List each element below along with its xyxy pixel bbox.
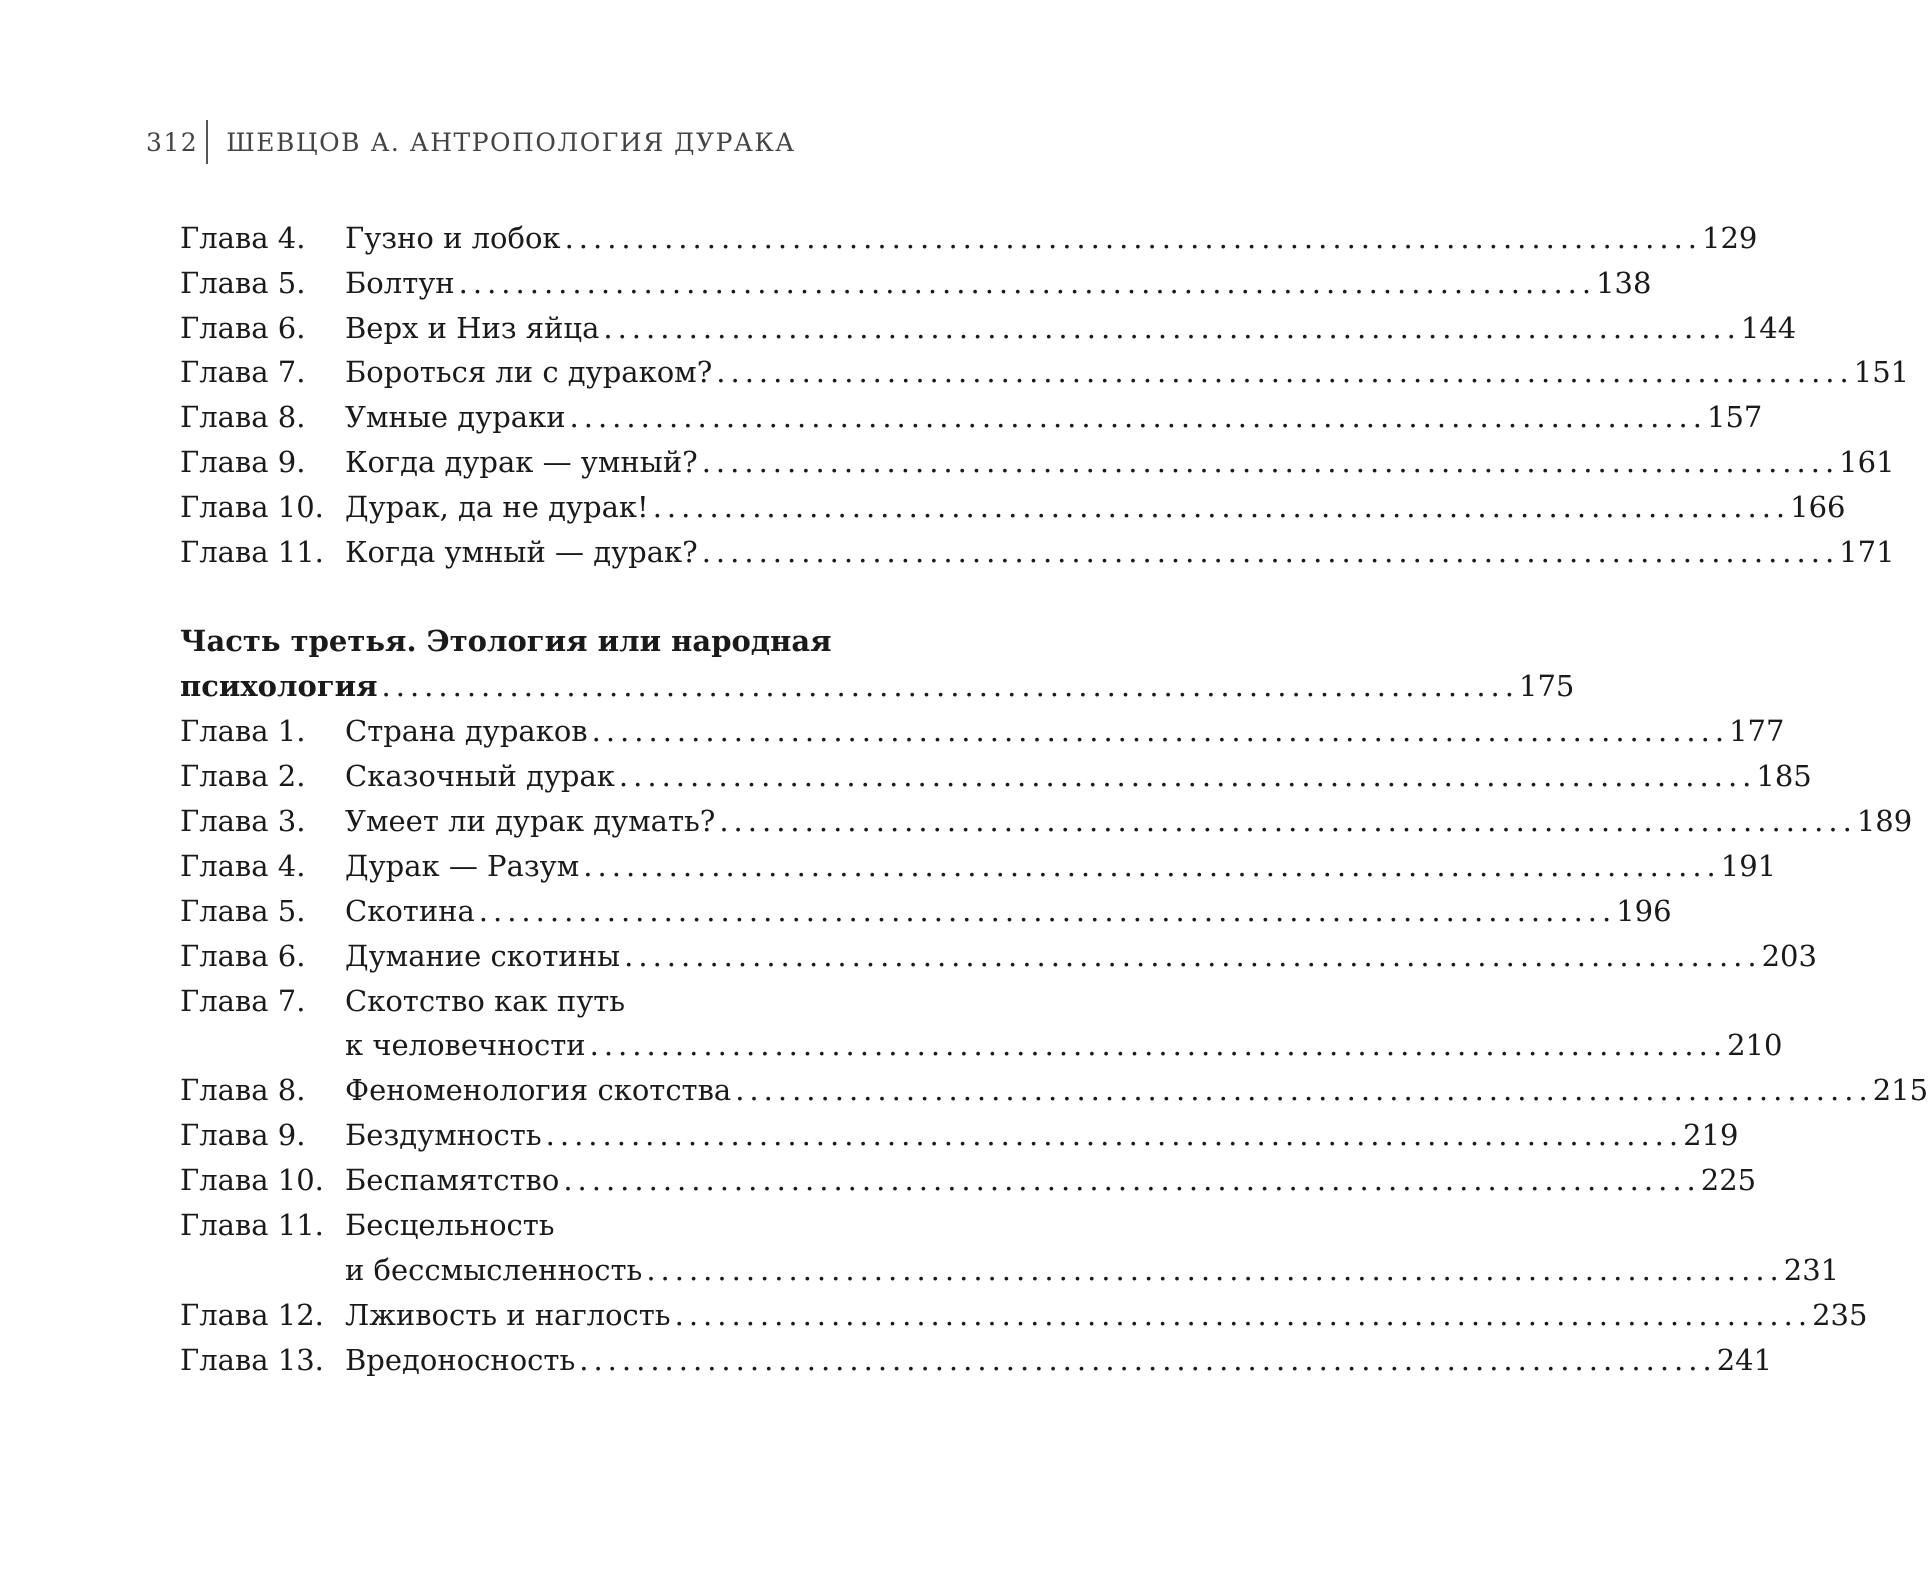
page-ref: 215 bbox=[1872, 1073, 1928, 1107]
chapter-label: Глава 9. bbox=[180, 445, 306, 479]
page-ref: 185 bbox=[1756, 759, 1812, 793]
toc-entry[interactable] bbox=[180, 1203, 838, 1248]
chapter-label: Глава 4. bbox=[180, 221, 306, 255]
chapter-label: Глава 6. bbox=[180, 311, 306, 345]
toc-entry[interactable]: Глава 3. Умеет ли дурак думать? ................................................................................ 189 bbox=[180, 799, 838, 844]
page-ref: 191 bbox=[1720, 849, 1777, 883]
toc-entry[interactable]: Глава 13. Вредоносность ................................................................................ 241 bbox=[180, 1338, 838, 1383]
chapter-label: Глава 5. bbox=[180, 894, 306, 928]
page-ref: 231 bbox=[1783, 1253, 1840, 1287]
toc-entry[interactable]: Глава 2. Сказочный дурак ................................................................................ 185 bbox=[180, 754, 838, 799]
toc-entry[interactable]: Глава 7. Бороться ли с дураком? ................................................................................ 151 bbox=[180, 350, 838, 395]
toc-entry[interactable]: Глава 9. Бездумность ................................................................................ 219 bbox=[180, 1113, 838, 1158]
toc-entry[interactable] bbox=[180, 979, 838, 1024]
chapter-title: Вредоносность bbox=[345, 1343, 576, 1377]
chapter-title-line2: к человечности bbox=[345, 1028, 586, 1062]
chapter-title: Умеет ли дурак думать? bbox=[345, 804, 716, 838]
chapter-label: Глава 11. bbox=[180, 535, 324, 569]
header-divider bbox=[206, 120, 208, 164]
toc-entry[interactable]: Глава 8. Феноменология скотства ................................................................................ 215 bbox=[180, 1068, 838, 1113]
chapter-label: Глава 6. bbox=[180, 939, 306, 973]
part-title-line2: психология bbox=[180, 669, 378, 703]
page-ref: 175 bbox=[1519, 669, 1575, 703]
toc-entry-continuation[interactable]: к человечности ................................................................................ 210 bbox=[180, 1023, 838, 1068]
chapter-title: Дурак — Разум bbox=[345, 849, 580, 883]
toc-entry[interactable]: Глава 1. Страна дураков ................................................................................ 177 bbox=[180, 709, 838, 754]
chapter-title-line2: и бессмысленность bbox=[345, 1253, 643, 1287]
page-ref: 225 bbox=[1700, 1163, 1757, 1197]
chapter-title: Бездумность bbox=[345, 1118, 542, 1152]
page-ref: 210 bbox=[1727, 1028, 1783, 1062]
chapter-label: Глава 9. bbox=[180, 1118, 306, 1152]
toc-entry[interactable]: Глава 6. Думание скотины ................................................................................ 203 bbox=[180, 934, 838, 979]
toc-entry[interactable]: Глава 5. Болтун ................................................................................ 138 bbox=[180, 261, 838, 306]
page-ref: 166 bbox=[1790, 490, 1846, 524]
page-ref: 171 bbox=[1839, 535, 1895, 569]
page-ref: 157 bbox=[1707, 400, 1763, 434]
toc-entry[interactable]: Глава 8. Умные дураки ................................................................................ 157 bbox=[180, 395, 838, 440]
toc-entry[interactable]: Глава 12. Лживость и наглость ................................................................................ 235 bbox=[180, 1293, 838, 1338]
page-ref: 219 bbox=[1683, 1118, 1739, 1152]
chapter-title: Гузно и лобок bbox=[345, 221, 561, 255]
toc-entry[interactable]: Глава 4. Гузно и лобок ................................................................................ 129 bbox=[180, 216, 838, 261]
page-ref: 144 bbox=[1740, 311, 1797, 345]
page-ref: 151 bbox=[1853, 355, 1910, 389]
toc-entry[interactable]: Глава 11. Когда умный — дурак? ................................................................................ 171 bbox=[180, 530, 838, 575]
chapter-title: Верх и Низ яйца bbox=[345, 311, 600, 345]
chapter-title: Феноменология скотства bbox=[345, 1073, 732, 1107]
chapter-label: Глава 2. bbox=[180, 759, 306, 793]
page-ref: 138 bbox=[1596, 266, 1652, 300]
toc-entry[interactable]: Глава 10. Беспамятство ................................................................................ 225 bbox=[180, 1158, 838, 1203]
chapter-title: Беспамятство bbox=[345, 1163, 560, 1197]
page-ref: 161 bbox=[1839, 445, 1895, 479]
running-header bbox=[146, 120, 796, 164]
toc-entry[interactable]: Глава 5. Скотина ................................................................................ 196 bbox=[180, 889, 838, 934]
chapter-label: Глава 1. bbox=[180, 714, 306, 748]
chapter-title: Сказочный дурак bbox=[345, 759, 615, 793]
chapter-label: Глава 3. bbox=[180, 804, 306, 838]
chapter-title: Думание скотины bbox=[345, 939, 621, 973]
chapter-label: Глава 7. bbox=[180, 984, 306, 1018]
part-heading[interactable] bbox=[180, 619, 838, 664]
toc-entry[interactable]: Глава 4. Дурак — Разум ................................................................................ 191 bbox=[180, 844, 838, 889]
chapter-title: Страна дураков bbox=[345, 714, 588, 748]
part-title-line1: Часть третья. Этология или народная bbox=[180, 624, 832, 658]
chapter-label: Глава 10. bbox=[180, 1163, 324, 1197]
chapter-title: Скотина bbox=[345, 894, 475, 928]
page-ref: 177 bbox=[1729, 714, 1785, 748]
page-number: 312 bbox=[146, 127, 199, 157]
chapter-label: Глава 5. bbox=[180, 266, 306, 300]
chapter-label: Глава 4. bbox=[180, 849, 306, 883]
chapter-label: Глава 7. bbox=[180, 355, 306, 389]
chapter-label: Глава 10. bbox=[180, 490, 324, 524]
part-heading-line2[interactable]: психология ................................................................................ 175 bbox=[180, 664, 838, 709]
chapter-title: Бесцельность bbox=[345, 1208, 555, 1242]
page-ref: 203 bbox=[1761, 939, 1817, 973]
chapter-title: Когда дурак — умный? bbox=[345, 445, 698, 479]
chapter-title: Дурак, да не дурак! bbox=[345, 490, 649, 524]
chapter-title: Лживость и наглость bbox=[345, 1298, 671, 1332]
toc-entry[interactable]: Глава 6. Верх и Низ яйца ................................................................................ 144 bbox=[180, 306, 838, 351]
chapter-label: Глава 11. bbox=[180, 1208, 324, 1242]
chapter-title: Болтун bbox=[345, 266, 455, 300]
chapter-title: Умные дураки bbox=[345, 400, 566, 434]
toc-entry[interactable]: Глава 9. Когда дурак — умный? ................................................................................ 161 bbox=[180, 440, 838, 485]
running-title: ШЕВЦОВ А. АНТРОПОЛОГИЯ ДУРАКА bbox=[226, 127, 796, 157]
page-ref: 235 bbox=[1812, 1298, 1868, 1332]
page-ref: 189 bbox=[1856, 804, 1913, 838]
chapter-label: Глава 12. bbox=[180, 1298, 324, 1332]
chapter-label: Глава 8. bbox=[180, 1073, 306, 1107]
chapter-label: Глава 13. bbox=[180, 1343, 324, 1377]
chapter-title: Скотство как путь bbox=[345, 984, 626, 1018]
page-ref: 241 bbox=[1716, 1343, 1773, 1377]
toc-entry-continuation[interactable]: и бессмысленность ................................................................................ 231 bbox=[180, 1248, 838, 1293]
page-ref: 129 bbox=[1702, 221, 1758, 255]
chapter-title: Когда умный — дурак? bbox=[345, 535, 698, 569]
toc-entry[interactable]: Глава 10. Дурак, да не дурак! ................................................................................ 166 bbox=[180, 485, 838, 530]
chapter-label: Глава 8. bbox=[180, 400, 306, 434]
page-ref: 196 bbox=[1616, 894, 1672, 928]
chapter-title: Бороться ли с дураком? bbox=[345, 355, 713, 389]
